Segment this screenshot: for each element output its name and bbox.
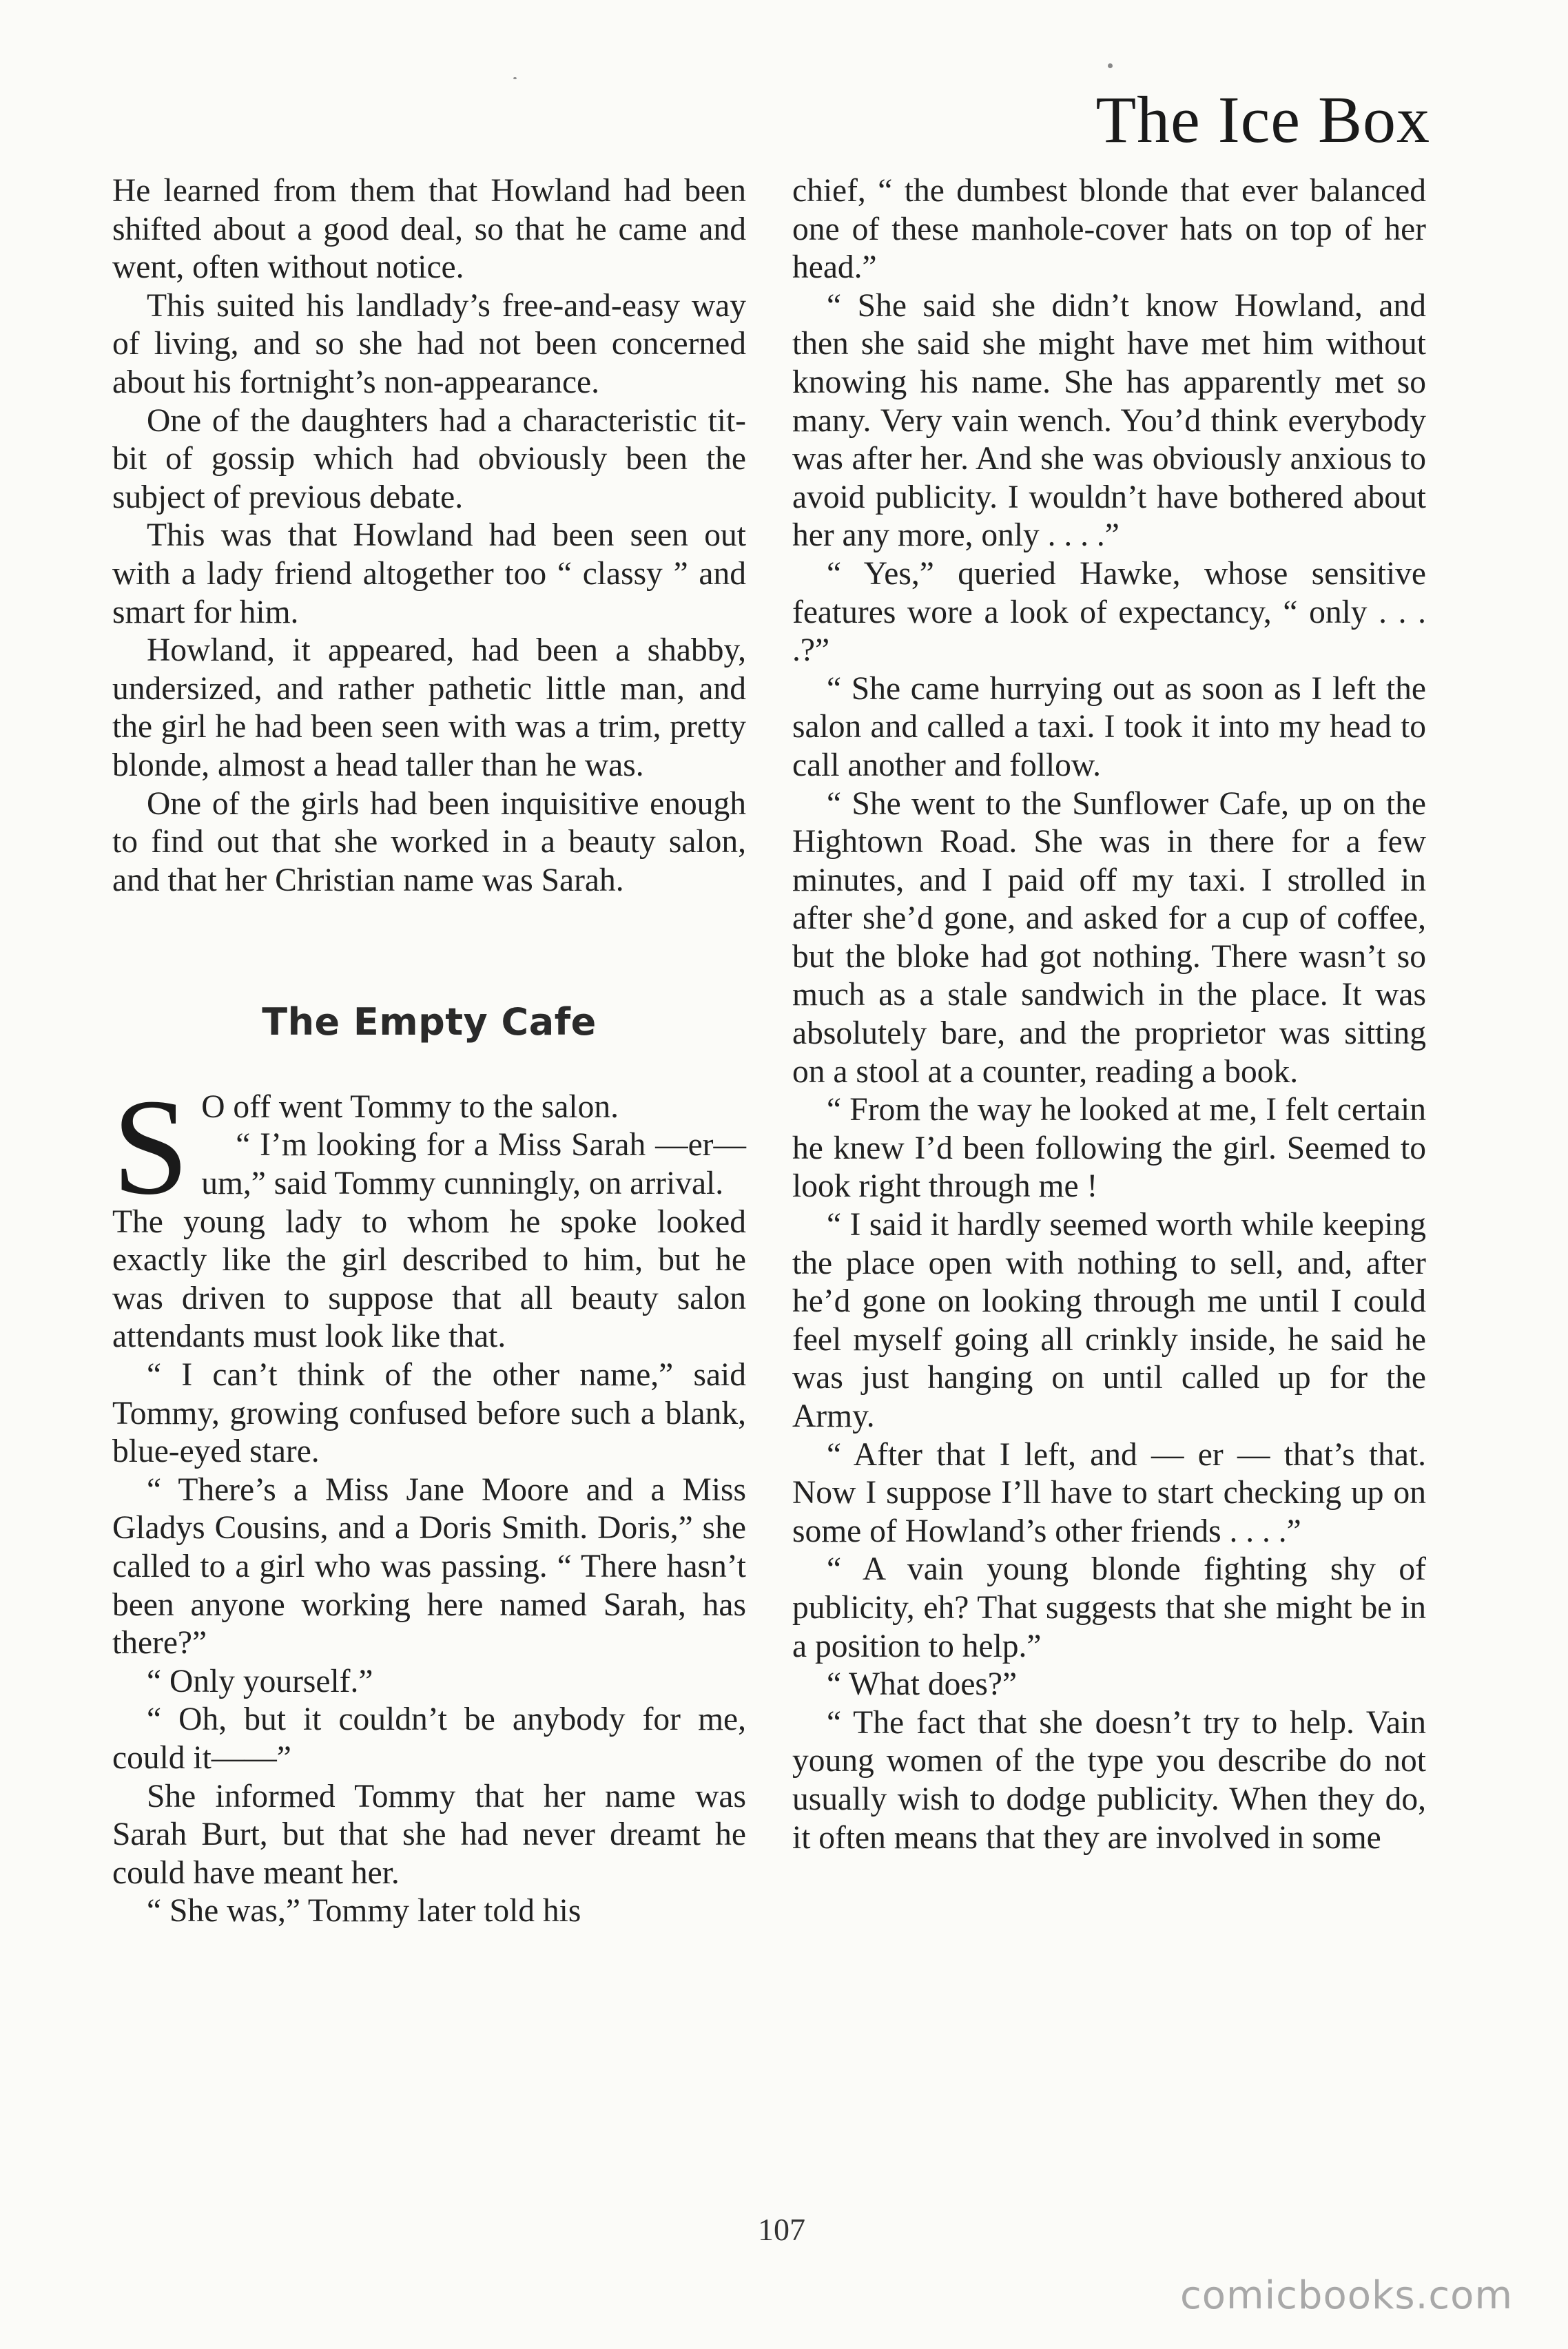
paragraph: She informed Tommy that her name was Sarah Burt, but that she had never dreamt he could have meant her. <box>112 1778 746 1891</box>
running-head: The Ice Box <box>1095 83 1430 156</box>
paragraph: “ The fact that she doesn’t try to help. Vain young women of the type you describe do not usually wish to dodge publicity. When they do, it often means that they are involved in some <box>792 1704 1426 1856</box>
paragraph: “ A vain young blonde fighting shy of publicity, eh? That suggests that she might be in a position to help.” <box>792 1551 1426 1664</box>
paragraph: “ Yes,” queried Hawke, whose sensitive features wore a look of expectancy, “ only . . . .?” <box>792 555 1426 669</box>
drop-cap: S <box>112 1070 189 1223</box>
page-number: 107 <box>758 2212 805 2247</box>
paragraph: The young lady to whom he spoke looked exactly like the girl described to him, but he was driven to suppose that all beauty salon attendants must look like that. <box>112 1203 746 1355</box>
paragraph: “ I said it hardly seemed worth while keeping the place open with nothing to sell, and, after he’d gone on looking through me until I could feel myself going all crinkly inside, he said he was just hanging on until called up for the Army. <box>792 1207 1426 1434</box>
section-heading: The Empty Cafe <box>262 1000 597 1044</box>
paragraph: chief, “ the dumbest blonde that ever balanced one of these manhole-cover hats on top of her head.” <box>792 173 1426 286</box>
paragraph: “ I can’t think of the other name,” said Tommy, growing confused before such a blank, blue-eyed stare. <box>112 1357 746 1470</box>
paragraph: “ She was,” Tommy later told his <box>147 1893 581 1929</box>
paragraph: “ After that I left, and — er — that’s that. Now I suppose I’ll have to start checking up on some of Howland’s other friends . . . .” <box>792 1436 1426 1549</box>
paragraph: This was that Howland had been seen out with a lady friend altogether too “ classy ” and smart for him. <box>112 517 746 630</box>
paragraph: “ She said she didn’t know Howland, and then she said she might have met him without knowing his name. She has apparently met so many. Very vain wench. You’d think everybody was after her. And she was obviously anxious to avoid publicity. I wouldn’t have bothered about her any more, only . . . .” <box>792 287 1426 554</box>
paragraph: “ From the way he looked at me, I felt certain he knew I’d been following the girl. Seemed to look right through me ! <box>792 1092 1426 1205</box>
ink-speck <box>513 77 517 79</box>
paragraph: Howland, it appeared, had been a shabby, undersized, and rather pathetic little man, and the girl he had been seen with was a trim, pretty blonde, almost a head taller than he was. <box>112 632 746 783</box>
paragraph: One of the girls had been inquisitive enough to find out that she worked in a beauty salon, and that her Christian name was Sarah. <box>112 785 746 898</box>
paragraph: “ She came hurrying out as soon as I left the salon and called a taxi. I took it into my head to call another and follow. <box>792 670 1426 783</box>
watermark: comicbooks.com <box>1179 2273 1513 2318</box>
left-column <box>112 172 746 1931</box>
right-column <box>792 172 1426 1857</box>
paragraph: “ What does?” <box>827 1666 1018 1703</box>
paragraph: “ I’m looking for a Miss Sarah —er—um,” said Tommy cunningly, on arrival. <box>201 1127 746 1202</box>
paragraph: “ Oh, but it couldn’t be anybody for me, could it——” <box>112 1701 746 1776</box>
drop-cap-paragraph-text: O off went Tommy to the salon. <box>201 1088 619 1125</box>
paragraph: One of the daughters had a characteristic tit-bit of gossip which had obviously been the subject of previous debate. <box>112 402 746 515</box>
paragraph: “ There’s a Miss Jane Moore and a Miss Gladys Cousins, and a Doris Smith. Doris,” she called to a girl who was passing. “ There hasn’t been anyone working here named Sarah, has there?” <box>112 1471 746 1662</box>
paragraph: “ Only yourself.” <box>147 1663 373 1699</box>
paragraph: He learned from them that Howland had been shifted about a good deal, so that he came and went, often without notice. <box>112 173 746 286</box>
ink-speck <box>1108 63 1113 68</box>
paragraph: “ She went to the Sunflower Cafe, up on the Hightown Road. She was in there for a few minutes, and I paid off my taxi. I strolled in after she’d gone, and asked for a cup of coffee, but the bloke had got nothing. There wasn’t so much as a stale sandwich in the place. It was absolutely bare, and the proprietor was sitting on a stool at a counter, reading a book. <box>792 785 1426 1090</box>
paragraph: This suited his landlady’s free-and-easy way of living, and so she had not been concerned about his fortnight’s non-appearance. <box>112 287 746 400</box>
